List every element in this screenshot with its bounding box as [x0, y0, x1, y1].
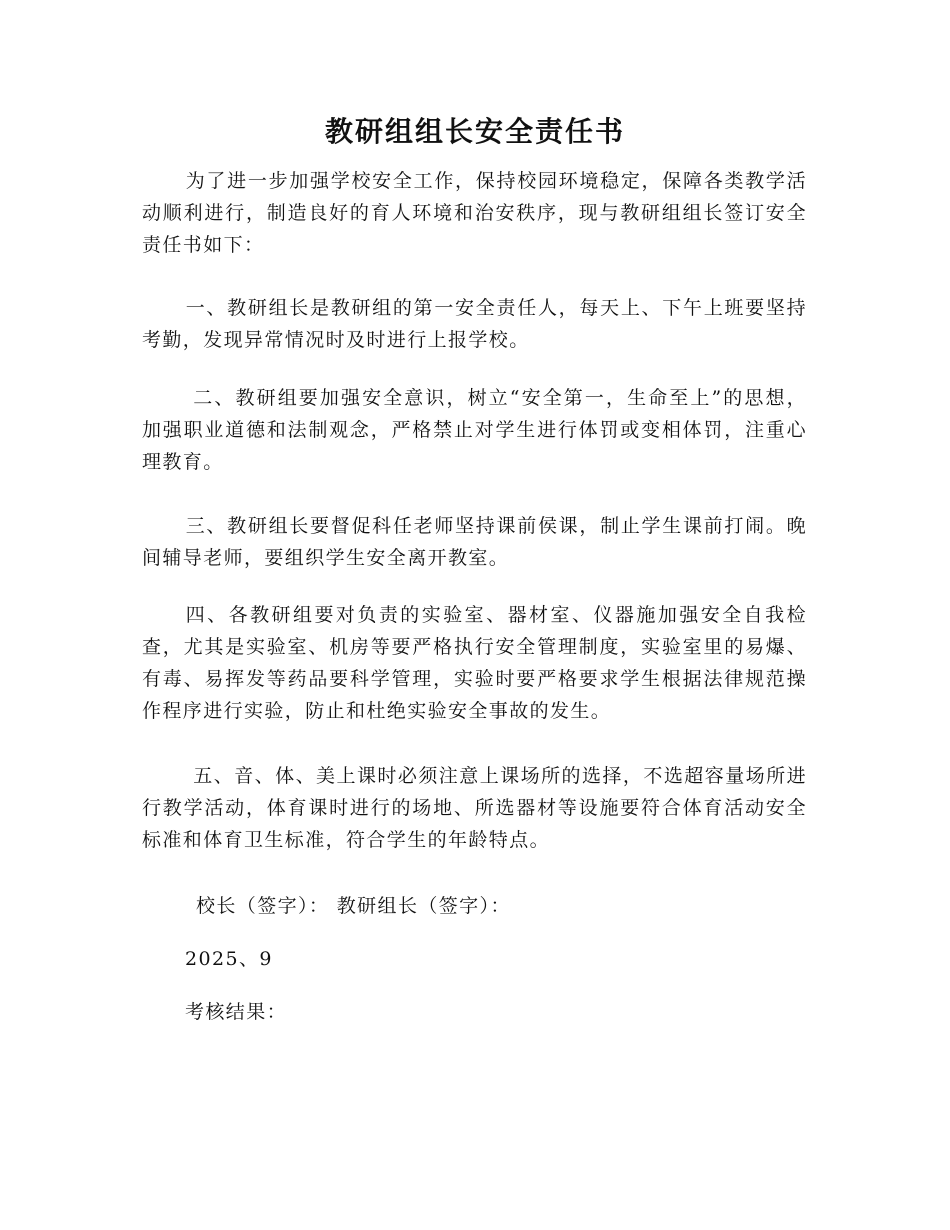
document-date: 2025、9: [185, 948, 273, 970]
clause-2-paragraph: 二、教研组要加强安全意识，树立“安全第一，生命至上”的思想，加强职业道德和法制观念，严格禁止对学生进行体罚或变相体罚，注重心理教育。: [142, 387, 807, 473]
intro-paragraph: 为了进一步加强学校安全工作，保持校园环境稳定，保障各类教学活动顺利进行，制造良好的育人环境和治安秩序，现与教研组组长签订安全责任书如下：: [142, 170, 807, 256]
clause-4-paragraph: 四、各教研组要对负责的实验室、器材室、仪器施加强安全自我检查，尤其是实验室、机房等要严格执行安全管理制度，实验室里的易爆、有毒、易挥发等药品要科学管理，实验时要严格要求学生根据法律规范操作程序进行实验，防止和杜绝实验安全事故的发生。: [142, 604, 807, 722]
clause-1-paragraph: 一、教研组长是教研组的第一安全责任人，每天上、下午上班要坚持考勤，发现异常情况时及时进行上报学校。: [142, 297, 807, 351]
assessment-label: 考核结果：: [185, 1001, 288, 1023]
clause-3-paragraph: 三、教研组长要督促科任老师坚持课前侯课，制止学生课前打闹。晚间辅导老师，要组织学生安全离开教室。: [142, 515, 807, 569]
clause-5-paragraph: 五、音、体、美上课时必须注意上课场所的选择，不选超容量场所进行教学活动，体育课时进行的场地、所选器材等设施要符合体育活动安全标准和体育卫生标准，符合学生的年龄特点。: [142, 765, 807, 851]
signature-line: 校长（签字）： 教研组长（签字）：: [196, 895, 511, 917]
document-title: 教研组组长安全责任书: [324, 115, 625, 148]
